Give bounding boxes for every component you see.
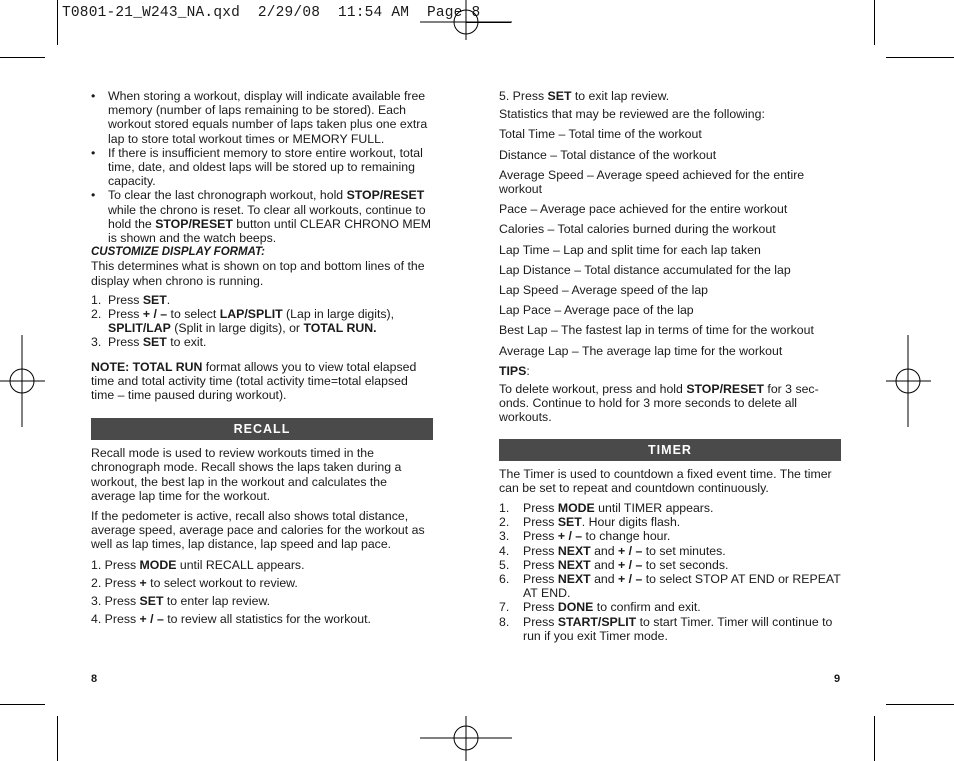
step-item: 5. Press SET to exit lap review. [499, 89, 670, 103]
stat-item: Total Time – Total time of the workout [499, 127, 702, 142]
tips-paragraph: To delete workout, press and hold STOP/RESET for 3 sec- onds. Continue to hold for 3 more seconds to delete all workouts. [499, 382, 819, 425]
step-item: 2. Press + / – to select LAP/SPLIT (Lap in large digits), SPLIT/LAP (Split in large digits), or TOTAL RUN. [91, 307, 395, 336]
stat-item: Lap Time – Lap and split time for each lap taken [499, 242, 761, 257]
stat-item: Lap Pace – Average pace of the lap [499, 303, 694, 318]
crop-mark [57, 0, 58, 45]
registration-mark-icon [0, 335, 45, 427]
step-item: 4. Press NEXT and + / – to set minutes. [499, 543, 726, 558]
tips-label: TIPS: [499, 363, 530, 378]
crop-mark [874, 716, 875, 761]
note-paragraph: NOTE: TOTAL RUN format allows you to view total elapsed time and total activity time (total activity time=total elapsed time – time paused during workout). [91, 359, 417, 403]
stat-item: Calories – Total calories burned during the workout [499, 222, 776, 237]
stat-item: Average Speed – Average speed achieved for the entire workout [499, 167, 805, 197]
step-item: 6. Press NEXT and + / – to select STOP AT END or REPEAT AT END. [499, 572, 841, 601]
crop-mark [57, 716, 58, 761]
list-item: • To clear the last chronograph workout, hold STOP/RESET while the chrono is reset. To clear all workouts, continue to hold the STOP/RESET button until CLEAR CHRONO MEM is shown and the watch beeps. [91, 188, 433, 245]
registration-mark-icon [886, 335, 931, 427]
left-page [91, 89, 433, 627]
paragraph: This determines what is shown on top and bottom lines of the display when chrono is running. [91, 259, 425, 288]
paragraph: The Timer is used to countdown a fixed event time. The timer can be set to repeat and countdown continuously. [499, 466, 832, 495]
stat-item: Average Lap – The average lap time for the workout [499, 343, 783, 358]
crop-mark [886, 57, 954, 58]
step-item: 1. Press SET. [91, 292, 171, 307]
paragraph: If the pedometer is active, recall also shows total distance, average speed, average pace and calories for the workout as well as lap times, lap distance, lap speed and lap pace. [91, 509, 425, 552]
right-page [499, 89, 841, 643]
registration-mark-icon [420, 716, 512, 761]
file-slug: T0801-21_W243_NA.qxd 2/29/08 11:54 AM Page 8 [62, 5, 481, 21]
crop-mark [0, 704, 45, 705]
step-item: 2. Press SET. Hour digits flash. [499, 515, 681, 530]
step-item: 4. Press + / – to review all statistics for the workout. [91, 612, 371, 627]
list-item: • When storing a workout, display will indicate available free memory (number of laps remaining to be stored). Each workout stored equals number of laps taken plus one extra lap to store total workout times or MEMORY FULL. [91, 89, 433, 146]
crop-mark [886, 704, 954, 705]
step-item: 7. Press DONE to confirm and exit. [499, 600, 701, 615]
step-item: 3. Press SET to enter lap review. [91, 594, 271, 609]
list-item: • If there is insufficient memory to store entire workout, total time, date, and oldest laps will be stored up to remaining capacity. [91, 146, 433, 189]
step-item: 3. Press SET to exit. [91, 335, 207, 350]
step-item: 8. Press START/SPLIT to start Timer. Timer will continue to run if you exit Timer mode. [499, 614, 833, 643]
section-header-timer: TIMER [499, 439, 841, 461]
page-number: 8 [91, 673, 98, 685]
step-item: 2. Press + to select workout to review. [91, 575, 298, 590]
step-item: 1. Press MODE until TIMER appears. [499, 501, 714, 516]
step-item: 5. Press NEXT and + / – to set seconds. [499, 557, 729, 572]
stat-item: Lap Distance – Total distance accumulated for the lap [499, 262, 791, 277]
stat-item: Lap Speed – Average speed of the lap [499, 283, 708, 298]
stat-item: Distance – Total distance of the workout [499, 147, 717, 162]
page-number: 9 [834, 673, 841, 685]
step-item: 1. Press MODE until RECALL appears. [91, 557, 305, 572]
paragraph: Recall mode is used to review workouts timed in the chronograph mode. Recall shows the laps taken during a workout, the best lap in the workout and calculates the average lap time for the workout. [91, 446, 402, 503]
crop-mark [0, 57, 45, 58]
crop-mark [874, 0, 875, 45]
registration-mark-icon [420, 0, 512, 40]
section-header-recall: RECALL [91, 418, 433, 440]
paragraph: Statistics that may be reviewed are the following: [499, 107, 765, 122]
stat-item: Best Lap – The fastest lap in terms of time for the workout [499, 323, 814, 338]
section-heading: CUSTOMIZE DISPLAY FORMAT: [91, 246, 265, 259]
step-item: 3. Press + / – to change hour. [499, 529, 671, 544]
stat-item: Pace – Average pace achieved for the entire workout [499, 202, 788, 217]
